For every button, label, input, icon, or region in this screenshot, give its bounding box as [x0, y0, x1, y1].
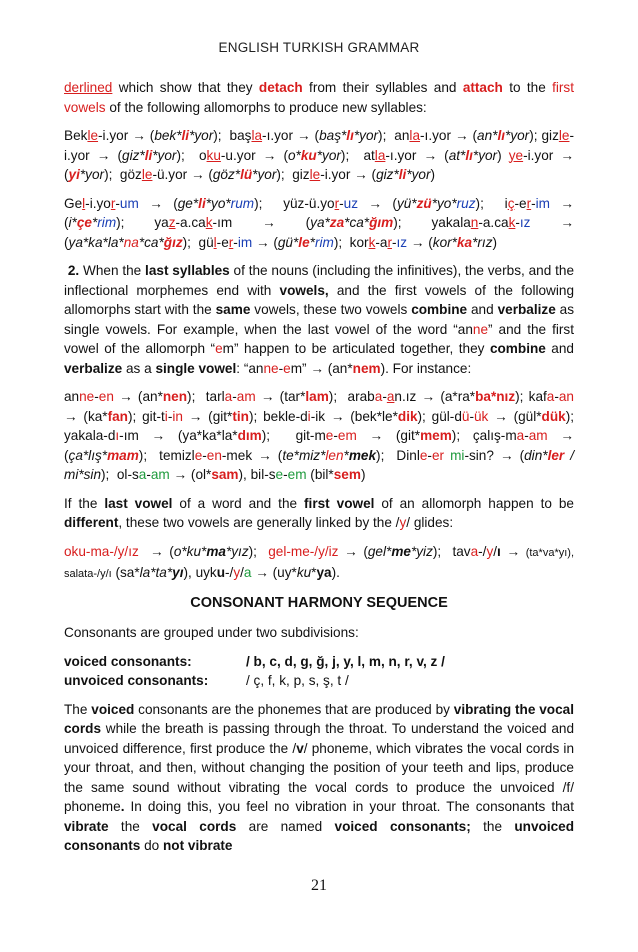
example-block: oku-ma-/y/ız → (o*ku*ma*yız); gel-me-/y/iz → (gel*me*yiz); tava-/y/ı → (ta*va*yı), salata-/y/ı (sa*la*ta*yı), uyku-/y/a → (uy*ku*ya). — [64, 543, 574, 580]
example-block: Gel-i.yor-um → (ge*li*yo*rum); yüz-ü.yor-uz → (yü*zü*yo*ruz); iç-er-im → (i*çe*rim); yaz-a.cak-ım → (ya*za*ca*ğım); yakalan-a.cak-ız → (ya*ka*la*na*ca*ğız); gül-er-im → (gü*le*rim); kork-ar-ız → (kor*ka*rız) — [64, 195, 574, 250]
page-body — [64, 78, 574, 865]
paragraph: derlined which show that they detach from their syllables and attach to the first vowels of the following allomorphs to produce new syllables: — [64, 80, 574, 115]
section-heading: CONSONANT HARMONY SEQUENCE — [190, 594, 448, 611]
paragraph: 2. When the last syllables of the nouns (including the infinitives), the verbs, and the inflectional morphemes end with vowels, and the first vowels of the following allomorphs start with the same vowels, these two vowels combine and verbalize as single vowels. For example, when the last vowel of the word “anne” and the first vowel of the allomorph “em” happen to be articulated together, they combine and verbalize as a single vowel: “anne-em” → (an*nem). For instance: — [64, 263, 575, 376]
unvoiced-list: / ç, f, k, p, s, ş, t / — [246, 673, 349, 688]
unvoiced-row — [64, 671, 574, 691]
voiced-row — [64, 652, 574, 672]
page-number: 21 — [311, 877, 327, 894]
example-block: anne-en → (an*nen); tarla-am → (tar*lam); araba-an.ız → (a*ra*ba*nız); kafa-an → (ka*fan); git-ti-in → (git*tin); bekle-di-ik → (bek*le*dik); gül-dü-ük → (gül*dük); yakala-dı-ım → (ya*ka*la*dım); git-me-em → (git*mem); çalış-ma-am → (ça*lış*mam); temizle-en-mek → (te*miz*len*mek); Dinle-er mi-sin? → (din*ler / mi*sin); ol-sa-am → (ol*sam), bil-se-em (bil*sem) — [64, 389, 575, 482]
paragraph: Consonants are grouped under two subdivisions: — [64, 625, 359, 640]
running-header: ENGLISH TURKISH GRAMMAR — [218, 40, 420, 55]
paragraph: If the last vowel of a word and the first vowel of an allomorph happen to be different, these two vowels are generally linked by the /y/ glides: — [64, 495, 574, 530]
unvoiced-label: unvoiced consonants: — [64, 673, 209, 688]
example-block: Bekle-i.yor → (bek*li*yor); başla-ı.yor → (baş*lı*yor); anla-ı.yor → (an*lı*yor); gizle-i.yor → (giz*li*yor); oku-u.yor → (o*ku*yor); atla-ı.yor → (at*lı*yor) ye-i.yor → (yi*yor); gözle-ü.yor → (göz*lü*yor); gizle-i.yor → (giz*li*yor) — [64, 128, 575, 182]
voiced-label: voiced consonants: — [64, 653, 192, 669]
paragraph: The voiced consonants are the phonemes that are produced by vibrating the vocal cords while the breath is passing through the throat. To understand the voiced and unvoiced difference, first produce the /v/ phoneme, which vibrates the vocal cords in your throat, and then, without changing the position of your teeth and lips, produce the same sound without vibrating the vocal cords to produce the unvoiced /f/ phoneme. In doing this, you feel no vibration in your throat. The consonants that vibrate the vocal cords are named voiced consonants; the unvoiced consonants do not vibrate — [64, 701, 575, 853]
voiced-list: / b, c, d, g, ğ, j, y, l, m, n, r, v, z / — [246, 653, 445, 669]
